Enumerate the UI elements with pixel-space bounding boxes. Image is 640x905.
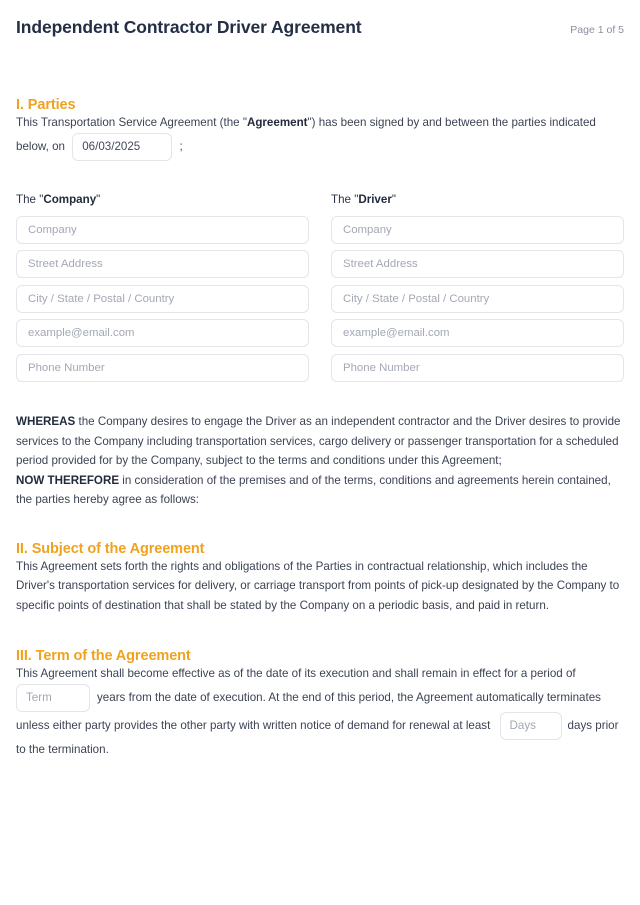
term-paragraph	[16, 664, 624, 759]
company-name-input[interactable]	[16, 216, 309, 244]
driver-label	[331, 193, 624, 206]
driver-name-input[interactable]	[331, 216, 624, 244]
now-therefore-bold: NOW THEREFORE	[16, 473, 120, 487]
company-label-suffix: "	[96, 192, 101, 206]
driver-column	[331, 193, 624, 389]
term-days-input[interactable]	[500, 712, 562, 740]
parties-intro-paragraph	[16, 113, 624, 161]
company-street-address-input[interactable]	[16, 250, 309, 278]
page-title: Independent Contractor Driver Agreement	[16, 17, 362, 37]
parties-intro-text-after: ;	[179, 139, 183, 153]
company-label-bold: Company	[43, 192, 97, 206]
driver-label-prefix: The "	[331, 192, 359, 206]
company-city-state-postal-country-input[interactable]	[16, 285, 309, 313]
whereas-paragraph	[16, 412, 624, 471]
whereas-bold: WHEREAS	[16, 415, 76, 428]
now-therefore-text: in consideration of the premises and of the terms, conditions and agreements herein contained, the parties hereby agree as follows:	[16, 473, 611, 506]
parties-intro-bold-agreement: Agreement	[246, 116, 308, 129]
term-years-input[interactable]	[16, 684, 90, 712]
parties-intro-text-middle: ") has been signed by and between the parties indicated below, on	[16, 116, 596, 153]
page-counter: Page 1 of 5	[570, 24, 624, 36]
term-text-1: This Agreement shall become effective as of the date of its execution and shall remain in effect for a period of	[16, 667, 576, 680]
company-column	[16, 193, 309, 389]
now-therefore-paragraph	[16, 471, 624, 510]
term-text-3: days prior to the termination.	[16, 718, 619, 756]
parties-intro-text-before: This Transportation Service Agreement (the "	[16, 116, 247, 129]
company-label-prefix: The "	[16, 192, 44, 206]
driver-city-state-postal-country-input[interactable]	[331, 285, 624, 313]
driver-label-bold: Driver	[358, 192, 392, 206]
driver-label-suffix: "	[391, 192, 396, 206]
whereas-text: the Company desires to engage the Driver as an independent contractor and the Driver desires to provide services to the Company including transportation services, cargo delivery or passenger transportation for a scheduled period provided for by the Company, subject to the terms and conditions under this Agreement;	[16, 415, 621, 467]
company-phone-input[interactable]	[16, 354, 309, 382]
agreement-date-input[interactable]	[72, 133, 172, 161]
driver-email-input[interactable]	[331, 319, 624, 347]
company-email-input[interactable]	[16, 319, 309, 347]
section-heading-subject: II. Subject of the Agreement	[16, 540, 205, 557]
driver-street-address-input[interactable]	[331, 250, 624, 278]
driver-phone-input[interactable]	[331, 354, 624, 382]
parties-columns	[16, 193, 624, 389]
document-header	[16, 0, 624, 38]
company-label	[16, 193, 309, 206]
spacer	[16, 388, 624, 412]
section-heading-term: III. Term of the Agreement	[16, 648, 191, 664]
subject-paragraph: This Agreement sets forth the rights and obligations of the Parties in contractual relationship, which includes the Driver's transportation services for delivery, or carriage transport from points of pick-up designated by the Company to specific points of destination that shall be stated by the Company on a periodic basis, and paid in return.	[16, 559, 620, 612]
term-text-2: years from the date of execution. At the end of this period, the Agreement automatically terminates unless either party provides the other party with written notice of demand for renewal at least	[16, 690, 601, 732]
section-heading-parties: I. Parties	[16, 97, 76, 113]
